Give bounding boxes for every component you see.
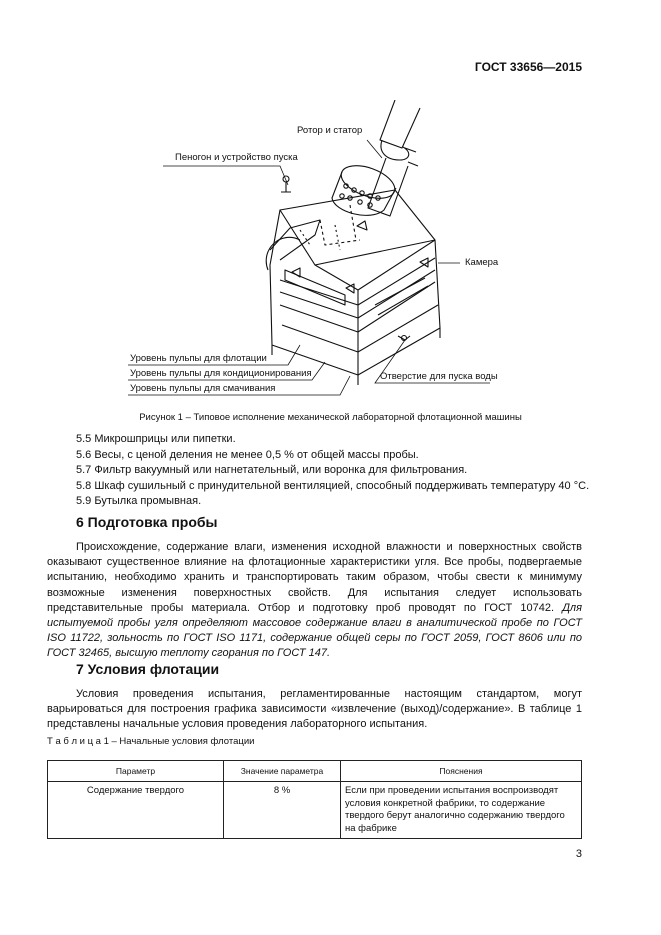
- column-header: Пояснения: [341, 761, 582, 782]
- label-foam-start: Пеногон и устройство пуска: [175, 152, 298, 163]
- table-row: [48, 782, 582, 839]
- label-water-inlet: Отверстие для пуска воды: [380, 371, 498, 382]
- label-level-conditioning: Уровень пульпы для кондиционирования: [130, 368, 312, 379]
- column-header: Значение параметра: [224, 761, 341, 782]
- equipment-list: [76, 432, 589, 510]
- section-6-text: Происхождение, содержание влаги, изменения исходной влажности и поверхностных свойств оказывают существенное влияние на флотационные характеристики угля. Все пробы, подвергаемые испытанию, необходимо хранить и транспортировать таким образом, чтобы свести к минимуму возможные изменения поверхностных свойств. Для испытания следует использовать представительные пробы материала. Отбор и подготовку проб проводят по ГОСТ 10742.: [47, 541, 582, 614]
- list-item: 5.9 Бутылка промывная.: [76, 495, 202, 507]
- table-cell: Если при проведении испытания воспроизводят условия конкретной фабрики, то содержание твердого берут аналогично содержанию твердого на фабрике: [341, 782, 582, 839]
- figure-caption: Рисунок 1 – Типовое исполнение механической лабораторной флотационной машины: [139, 412, 522, 423]
- page-number: 3: [575, 848, 582, 860]
- list-item: 5.5 Микрошприцы или пипетки.: [76, 433, 236, 445]
- list-item: 5.7 Фильтр вакуумный или нагнетательный, или воронка для фильтрования.: [76, 464, 468, 476]
- label-level-wetting: Уровень пульпы для смачивания: [130, 383, 276, 394]
- label-chamber: Камера: [465, 257, 499, 268]
- section-6-paragraph: [47, 540, 582, 662]
- label-rotor-stator: Ротор и статор: [297, 125, 363, 136]
- list-item: 5.6 Весы, с ценой деления не менее 0,5 % от общей массы пробы.: [76, 448, 419, 461]
- table-cell: 8 %: [224, 782, 341, 839]
- table-cell: Содержание твердого: [48, 782, 224, 839]
- flotation-machine-figure: [120, 100, 540, 400]
- section-6-italic-text: Для испытуемой пробы угля определяют массовое содержание влаги в аналитической пробе по ГОСТ ISO 11722, зольность по ГОСТ ISO 1171, содержание общей серы по ГОСТ 2059, ГОСТ 8606 или по ГОСТ 32465, высшую теплоту сгорания по ГОСТ 147.: [47, 601, 583, 660]
- table-header-row: [48, 761, 582, 782]
- flotation-conditions-table: [47, 760, 582, 839]
- table-title: Т а б л и ц а 1 – Начальные условия флотации: [47, 736, 255, 747]
- section-6-title: 6 Подготовка пробы: [76, 514, 218, 530]
- column-header: Параметр: [48, 761, 224, 782]
- list-item: 5.8 Шкаф сушильный с принудительной вентиляцией, способный поддерживать температуру 40 °С.: [76, 479, 590, 492]
- document-code: ГОСТ 33656—2015: [474, 60, 582, 74]
- label-level-flotation: Уровень пульпы для флотации: [130, 353, 267, 364]
- section-7-paragraph: Условия проведения испытания, регламентированные настоящим стандартом, могут варьироваться для построения графика зависимости «извлечение (выход)/содержание». В таблице 1 представлены начальные условия проведения лабораторного испытания.: [47, 688, 582, 731]
- section-7-title: 7 Условия флотации: [76, 661, 220, 677]
